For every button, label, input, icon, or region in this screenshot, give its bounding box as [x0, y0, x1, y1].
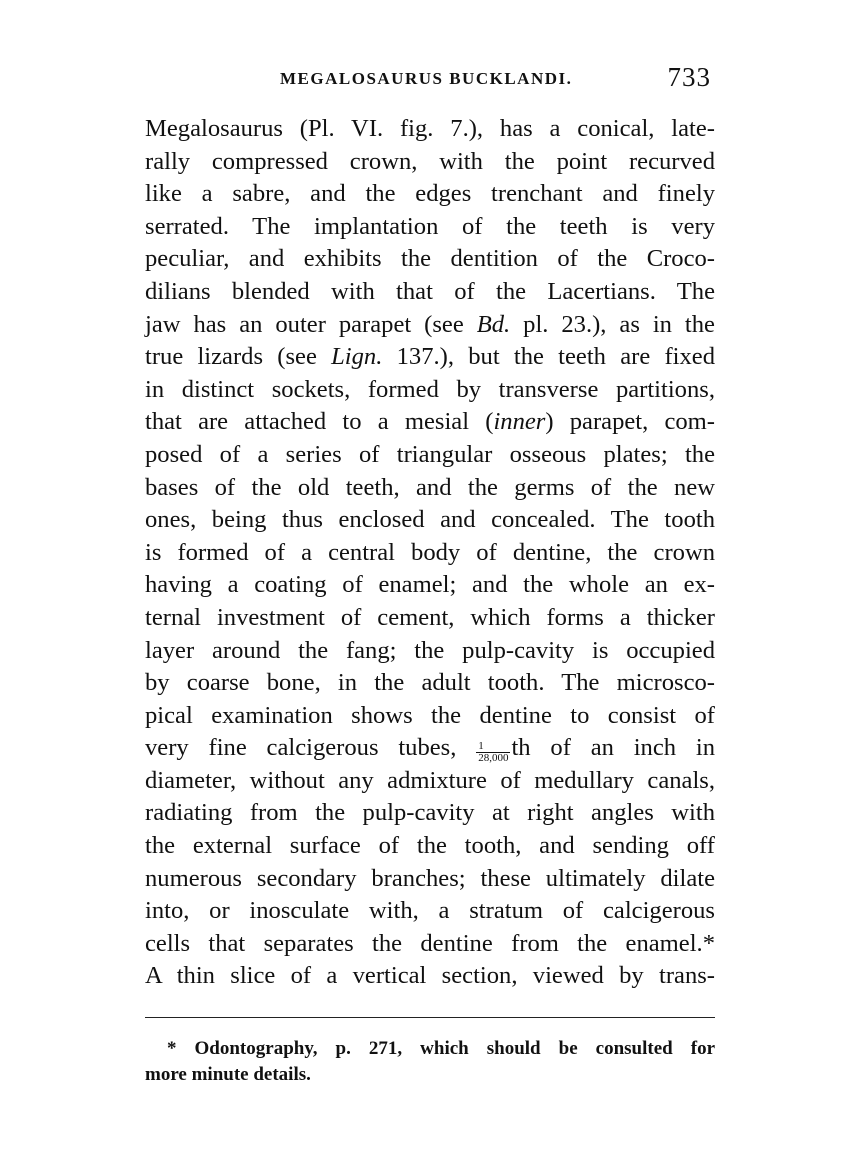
text-line: by coarse bone, in the adult tooth. The microsco- — [145, 669, 715, 697]
running-title: MEGALOSAURUS BUCKLANDI. — [280, 69, 573, 88]
text-line: diameter, without any admixture of medullary canals, — [145, 766, 715, 794]
text-run: true lizards (see — [145, 343, 317, 371]
text-line: having a coating of enamel; and the whole an ex- — [145, 571, 715, 599]
text-run: very fine calcigerous tubes, — [145, 734, 457, 762]
text-line: is formed of a central body of dentine, the crown — [145, 538, 715, 566]
fraction-numerator: 1 — [476, 741, 510, 753]
italic-word-inner: inner — [493, 408, 546, 436]
fraction — [476, 741, 510, 764]
text-line: rally compressed crown, with the point recurved — [145, 147, 715, 175]
text-line: ternal investment of cement, which forms a thicker — [145, 603, 715, 631]
running-head — [145, 62, 715, 96]
text-line: pical examination shows the dentine to consist of — [145, 701, 715, 729]
italic-reference-bd: Bd. — [476, 310, 511, 338]
text-line: serrated. The implantation of the teeth is very — [145, 212, 715, 240]
fraction-denominator: 28,000 — [478, 752, 509, 765]
text-run: jaw has an outer parapet (see — [145, 310, 464, 338]
text-run: that are attached to a mesial ( — [145, 408, 494, 436]
text-line — [145, 309, 715, 342]
text-line: the external surface of the tooth, and sending off — [145, 832, 715, 860]
text-line — [145, 406, 715, 439]
text-line: in distinct sockets, formed by transverse partitions, — [145, 375, 715, 403]
text-line: into, or inosculate with, a stratum of calcigerous — [145, 897, 715, 925]
italic-reference-lign: Lign. — [331, 343, 383, 371]
footnote — [145, 1036, 715, 1088]
text-run: pl. 23.), as in the — [523, 310, 715, 338]
page-number: 733 — [667, 62, 711, 92]
text-line — [145, 732, 715, 765]
text-line: Megalosaurus (Pl. VI. fig. 7.), has a conical, late- — [145, 115, 715, 142]
text-line: peculiar, and exhibits the dentition of the Croco- — [145, 245, 715, 273]
text-line: radiating from the pulp-cavity at right angles with — [145, 799, 715, 827]
text-line: like a sabre, and the edges trenchant and finely — [145, 180, 715, 208]
body-text — [145, 113, 715, 993]
text-line — [145, 341, 715, 374]
text-line: cells that separates the dentine from the enamel.* — [145, 929, 715, 957]
text-line: bases of the old teeth, and the germs of the new — [145, 473, 715, 501]
text-run: th of an inch in — [511, 734, 715, 762]
text-line: dilians blended with that of the Lacertians. The — [145, 277, 715, 305]
footnote-divider — [145, 1017, 715, 1018]
text-run: 137.), but the teeth are fixed — [396, 343, 715, 371]
text-run: ) parapet, com- — [545, 408, 715, 436]
text-line: layer around the fang; the pulp-cavity is occupied — [145, 636, 715, 664]
text-line: numerous secondary branches; these ultimately dilate — [145, 864, 715, 892]
text-line: A thin slice of a vertical section, viewed by trans- — [145, 962, 715, 990]
text-line: posed of a series of triangular osseous plates; the — [145, 440, 715, 468]
footnote-line: more minute details. — [145, 1064, 311, 1085]
footnote-line: * Odontography, p. 271, which should be consulted for — [167, 1038, 715, 1059]
text-line: ones, being thus enclosed and concealed. The tooth — [145, 506, 715, 534]
